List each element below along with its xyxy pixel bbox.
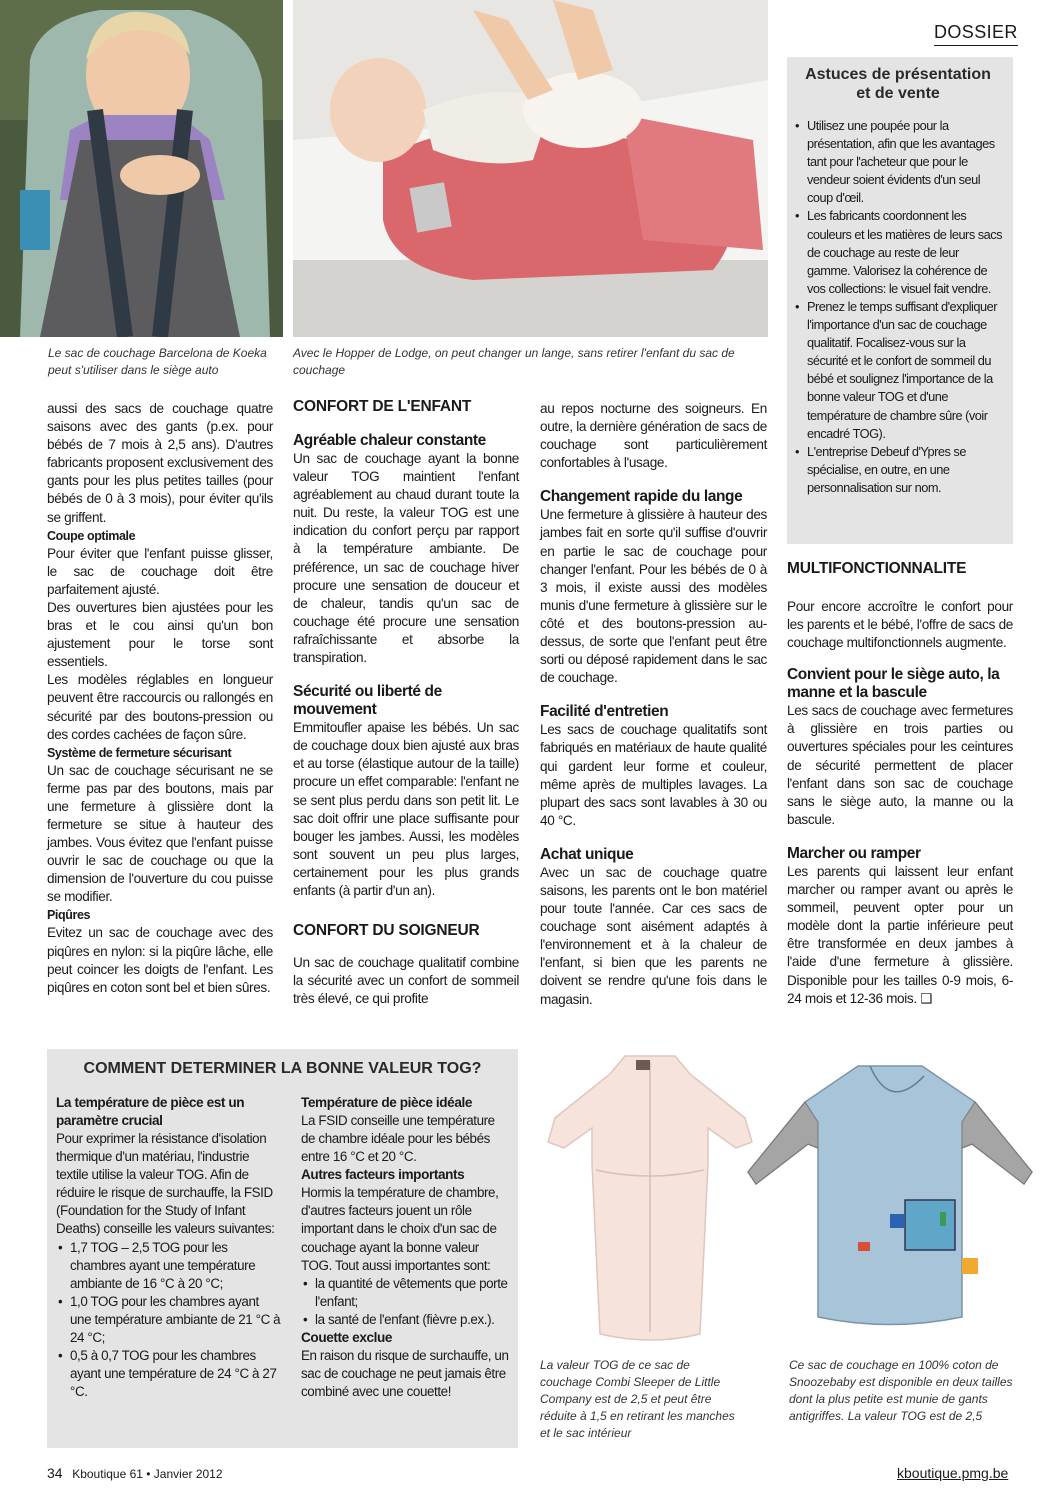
paragraph: Un sac de couchage qualitatif combine la sécurité avec un confort de sommeil très élevé, ce qui profite: [293, 955, 519, 1007]
heading-securite: Sécurité ou liberté de mouvement: [293, 683, 442, 719]
tog-col-left: [56, 1094, 281, 1401]
product-image-snoozebaby: [740, 1052, 1040, 1352]
tog-list-item: • 1,7 TOG – 2,5 TOG pour les chambres ayant une température ambiante de 16 °C à 20 °C;: [56, 1239, 281, 1293]
tog-box: [47, 1049, 518, 1448]
column-4: [787, 560, 1013, 1008]
tog-list-2: [301, 1275, 511, 1329]
heading-chaleur: Agréable chaleur constante: [293, 432, 486, 449]
paragraph: Les parents qui laissent leur enfant marcher ou ramper avant ou après le sommeil, peuvent opter pour un modèle dont la partie inférieure peut être transformée en deux jambes à l'aide d'une fermeture à glissière. Disponible pour les tailles 0-9 mois, 6-24 mois et 12-36 mois. ❑: [787, 863, 1013, 1006]
tips-item: • Utilisez une poupée pour la présentation, afin que les avantages tant pour l'acheteur que pour le vendeur soient évidents d'un seul coup d'œil.: [793, 117, 1003, 207]
paragraph: Des ouvertures bien ajustées pour les bras et le cou ainsi qu'un bon ajustement pour le torse sont essentiels.: [47, 599, 273, 670]
column-1: [47, 400, 273, 997]
tog-list: [56, 1239, 281, 1402]
paragraph: Un sac de couchage ayant la bonne valeur TOG maintient l'enfant agréablement au chaud durant toute la nuit. Du reste, la valeur TOG est une indication du confort perçu par rapport à la température ambiante. De préférence, un sac de couchage hiver procure une sensation de douceur et de chaleur, tandis qu'un sac de couchage été procure une sensation rafraîchissante et absorbe la transpiration.: [293, 451, 519, 666]
section-label: DOSSIER: [934, 22, 1018, 46]
page-number: 34: [47, 1465, 63, 1481]
tog-list-item: • 0,5 à 0,7 TOG pour les chambres ayant une température de 24 °C à 27 °C.: [56, 1347, 281, 1401]
heading-confort-soigneur: CONFORT DU SOIGNEUR: [293, 922, 480, 940]
heading-confort-enfant: CONFORT DE L'ENFANT: [293, 398, 472, 415]
caption-combi-sleeper: La valeur TOG de ce sac de couchage Combi Sleeper de Little Company est de 2,5 et peut être réduite à 1,5 en retirant les manches et le sac intérieur: [540, 1358, 735, 1440]
tog-list-item: • la santé de l'enfant (fièvre p.ex.).: [301, 1311, 511, 1329]
paragraph: Un sac de couchage sécurisant ne se ferme pas par des boutons, mais par une fermeture à glissière dont la fermeture se situe à hauteur des jambes. Vous évitez que l'enfant puisse ouvrir le sac de couchage ou que la dimension de l'ouverture du cou puisse se modifier.: [47, 762, 273, 905]
tips-item: • Les fabricants coordonnent les couleurs et les matières de leurs sacs de couchage au reste de leur gamme. Valorisez la cohérence de vos collections: le visuel fait vendre.: [793, 207, 1003, 297]
photo-baby-car-seat: [0, 0, 283, 337]
paragraph: Avec un sac de couchage quatre saisons, les parents ont le bon matériel pour toute l'année. Car ces sacs de couchage sont aisément adaptés à l'environnement et à la chaleur de l'enfant, si bien que les parents ne doivent se rendre qu'une fois dans le magasin.: [540, 864, 767, 1007]
paragraph: Les sacs de couchage avec fermetures à glissière en trois parties ou ouvertures spéciales pour les ceintures de sécurité permettent de placer l'enfant dans son sac de couchage sans le siège auto, la manne ou la bascule.: [787, 703, 1013, 827]
tog-heading-1: La température de pièce est un paramètre crucial: [56, 1095, 245, 1128]
paragraph: Une fermeture à glissière à hauteur des jambes fait en sorte qu'il suffise d'ouvrir en partie le sac de couchage pour changer l'enfant. Pour les bébés de 0 à 3 mois, il existe aussi des modèles munis d'une fermeture à glissière sur le côté et des boutons-pression au-dessus, de sorte que l'enfant peut être sorti ou déposé rapidement dans le sac de couchage.: [540, 507, 767, 686]
tog-heading-4: Couette exclue: [301, 1330, 393, 1346]
subheading-piqures: Piqûres: [47, 908, 91, 923]
subheading-coupe: Coupe optimale: [47, 528, 136, 543]
tips-item: • L'entreprise Debeuf d'Ypres se spécialise, en outre, en une personnalisation sur nom.: [793, 443, 1003, 497]
tog-list-item: • 1,0 TOG pour les chambres ayant une température ambiante de 21 °C à 24 °C;: [56, 1293, 281, 1347]
paragraph: Emmitoufler apaise les bébés. Un sac de couchage doux bien ajusté aux bras et au torse (élastique autour de la taille) procure un effet comparable: l'enfant ne se sent plus perdu dans son petit lit. Le sac doit offrir une place suffisante pour bouger les jambes. Aussi, les modèles sont souvent un peu plus larges, certainement pour les plus grands enfants (à partir d'un an).: [293, 720, 519, 898]
heading-siege: Convient pour le siège auto, la manne et la bascule: [787, 666, 1000, 702]
tog-paragraph: La FSID conseille une température de chambre idéale pour les bébés entre 16 °C et 20 °C.: [301, 1113, 495, 1165]
caption-changing: Avec le Hopper de Lodge, on peut changer un lange, sans retirer l'enfant du sac de couchage: [293, 346, 735, 377]
paragraph: Evitez un sac de couchage avec des piqûres en nylon: si la piqûre lâche, elle peut coincer les doigts de l'enfant. Les piqûres en coton sont bel et bien sûres.: [47, 925, 273, 995]
subheading-systeme: Système de fermeture sécurisant: [47, 745, 232, 760]
magazine-issue: Kboutique 61 • Janvier 2012: [72, 1467, 223, 1481]
tog-list-item: • la quantité de vêtements que porte l'enfant;: [301, 1275, 511, 1311]
heading-multifonction: MULTIFONCTIONNALITE: [787, 560, 967, 577]
caption-car-seat: Le sac de couchage Barcelona de Koeka peut s'utiliser dans le siège auto: [48, 346, 267, 377]
footer-left: [47, 1465, 223, 1481]
heading-marcher: Marcher ou ramper: [787, 844, 921, 862]
column-2: [293, 398, 519, 1008]
tog-col-right: [301, 1094, 511, 1401]
tog-heading-3: Autres facteurs importants: [301, 1167, 465, 1183]
tips-item: • Prenez le temps suffisant d'expliquer l'importance d'un sac de couchage qualitatif. Focalisez-vous sur la sécurité et le confort de sommeil du bébé et soulignez l'importance de la bonne valeur TOG et d'une température de chambre sûre (voir encadré TOG).: [793, 298, 1003, 443]
paragraph: Les modèles réglables en longueur peuvent être raccourcis ou rallongés en sécurité par des boutons-pression ou des cordes cachées de façon sûre.: [47, 672, 273, 742]
heading-lange: Changement rapide du lange: [540, 488, 743, 506]
tog-title: COMMENT DETERMINER LA BONNE VALEUR TOG?: [83, 1060, 482, 1077]
tips-box: [787, 57, 1013, 544]
paragraph: aussi des sacs de couchage quatre saisons avec des gants (p.ex. pour bébés de 7 mois à 2,5 ans). D'autres fabricants proposent exclusivement des gants pour les plus petites tailles (pour bébés de 0 à 3 mois), pour éviter qu'ils se griffent.: [47, 401, 273, 525]
tog-paragraph: En raison du risque de surchauffe, un sac de couchage ne peut jamais être combiné avec une couette!: [301, 1348, 509, 1400]
footer-url[interactable]: kboutique.pmg.be: [897, 1465, 1009, 1481]
paragraph: au repos nocturne des soigneurs. En outre, la dernière génération de sacs de couchage sont particulièrement confortables à l'usage.: [540, 401, 767, 471]
caption-snoozebaby: Ce sac de couchage en 100% coton de Snoozebaby est disponible en deux tailles dont la plus petite est munie de gants antigriffes. La valeur TOG est de 2,5: [789, 1358, 1013, 1423]
photo-baby-changing: [293, 0, 768, 337]
tips-title: Astuces de présentation et de vente: [805, 66, 991, 102]
paragraph: Pour éviter que l'enfant puisse glisser, le sac de couchage doit être parfaitement ajusté.: [47, 545, 273, 597]
heading-achat: Achat unique: [540, 845, 634, 863]
tog-paragraph: Hormis la température de chambre, d'autres facteurs jouent un rôle important dans le choix d'un sac de couchage ayant la bonne valeur TOG. Tout aussi importantes sont:: [301, 1185, 499, 1273]
end-mark: ❑: [920, 990, 933, 1006]
tog-heading-2: Température de pièce idéale: [301, 1095, 473, 1110]
column-3: [540, 400, 767, 1009]
tog-paragraph: Pour exprimer la résistance d'isolation thermique d'un matériau, l'industrie textile utilise la valeur TOG. Afin de réduire le risque de surchauffe, la FSID (Foundation for the Study of Infant Deaths) conseille les valeurs suivantes:: [56, 1131, 275, 1237]
product-image-combi-sleeper: [540, 1052, 760, 1352]
paragraph: Pour encore accroître le confort pour les parents et le bébé, l'offre de sacs de couchage multifonctionnels augmente.: [787, 599, 1013, 651]
tips-list: [793, 117, 1003, 497]
heading-entretien: Facilité d'entretien: [540, 703, 669, 721]
paragraph: Les sacs de couchage qualitatifs sont fabriqués en matériaux de haute qualité qui gardent leur forme et couleur, même après de multiples lavages. La plupart des sacs sont lavables à 30 ou 40 °C.: [540, 722, 767, 828]
